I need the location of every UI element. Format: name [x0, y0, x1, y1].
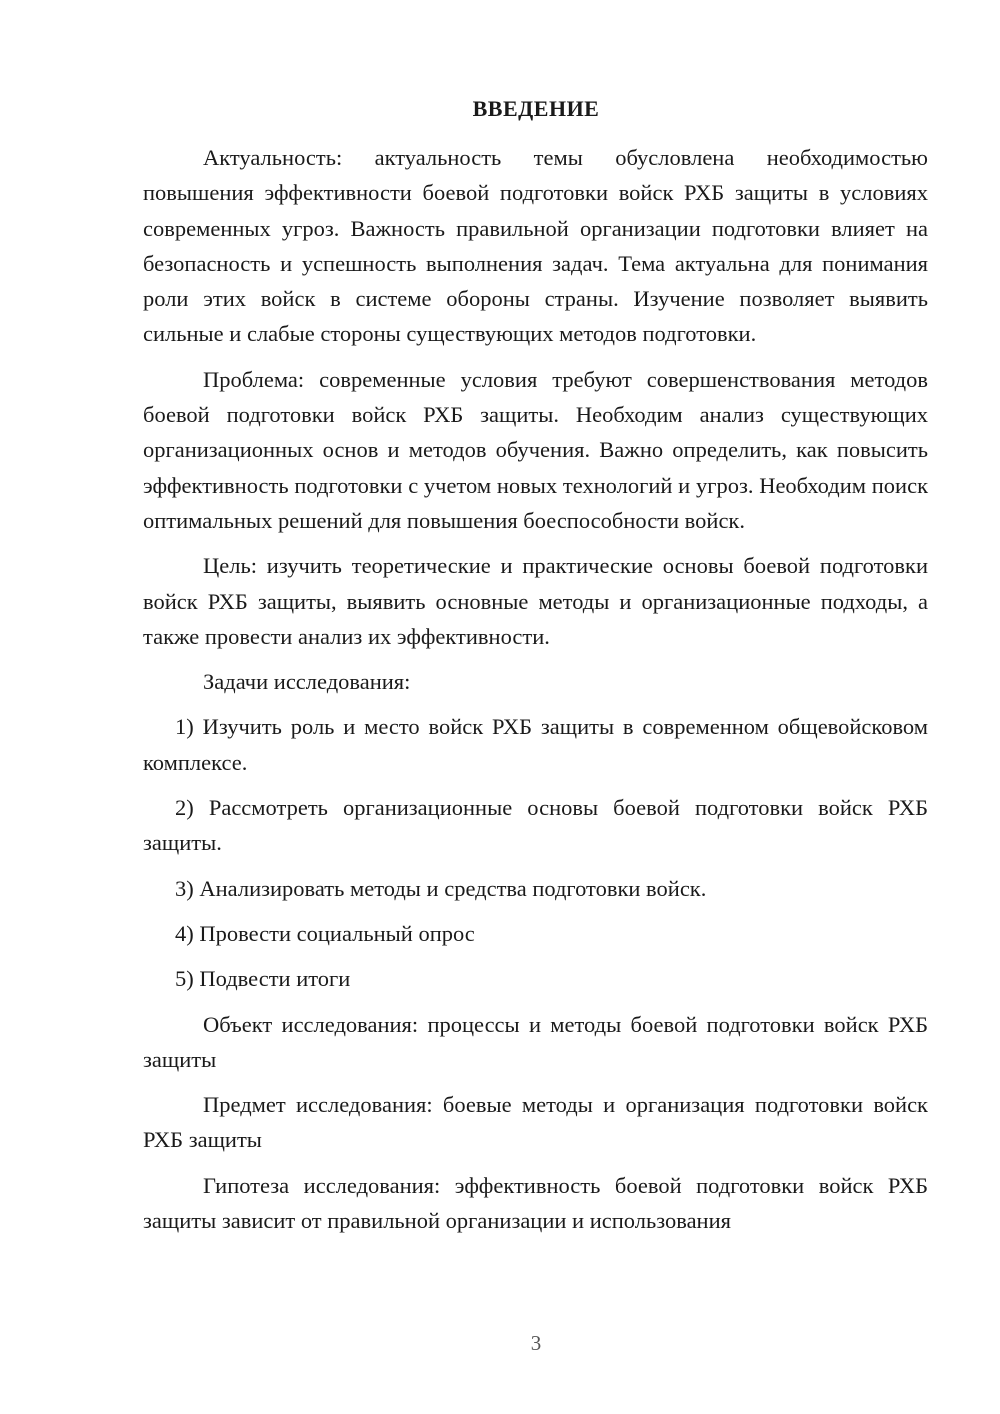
paragraph-goal: Цель: изучить теоретические и практические основы боевой подготовки войск РХБ защиты, выявить основные методы и организационные подходы, а также провести анализ их эффективности. [143, 553, 928, 649]
paragraph-subject: Предмет исследования: боевые методы и организация подготовки войск РХБ защиты [143, 1092, 928, 1153]
task-item-5: 5) Подвести итоги [175, 966, 351, 992]
page-title: ВВЕДЕНИЕ [472, 96, 600, 121]
document-body [143, 140, 928, 1238]
paragraph-relevance: Актуальность: актуальность темы обусловлена необходимостью повышения эффективности боевой подготовки войск РХБ защиты в условиях современных угроз. Важность правильной организации подготовки влияет на безопасность и успешность выполнения задач. Тема актуальна для понимания роли этих войск в системе обороны страны. Изучение позволяет выявить сильные и слабые стороны существующих методов подготовки. [143, 145, 928, 347]
page-number: 3 [530, 1331, 542, 1355]
paragraph-tasks-heading: Задачи исследования: [203, 669, 411, 695]
paragraph-object: Объект исследования: процессы и методы боевой подготовки войск РХБ защиты [143, 1011, 928, 1072]
paragraph-problem: Проблема: современные условия требуют совершенствования методов боевой подготовки войск РХБ защиты. Необходим анализ существующих организационных основ и методов обучения. Важно определить, как повысить эффективность подготовки с учетом новых технологий и угроз. Необходим поиск оптимальных решений для повышения боеспособности войск. [143, 366, 928, 533]
paragraph-hypothesis: Гипотеза исследования: эффективность боевой подготовки войск РХБ защиты зависит от правильной организации и использования [143, 1172, 928, 1234]
task-item-2: 2) Рассмотреть организационные основы боевой подготовки войск РХБ защиты. [143, 795, 928, 856]
task-item-4: 4) Провести социальный опрос [175, 920, 475, 946]
task-item-1: 1) Изучить роль и место войск РХБ защиты в современном общевойсковом комплексе. [143, 714, 928, 775]
task-item-3: 3) Анализировать методы и средства подготовки войск. [175, 875, 707, 901]
